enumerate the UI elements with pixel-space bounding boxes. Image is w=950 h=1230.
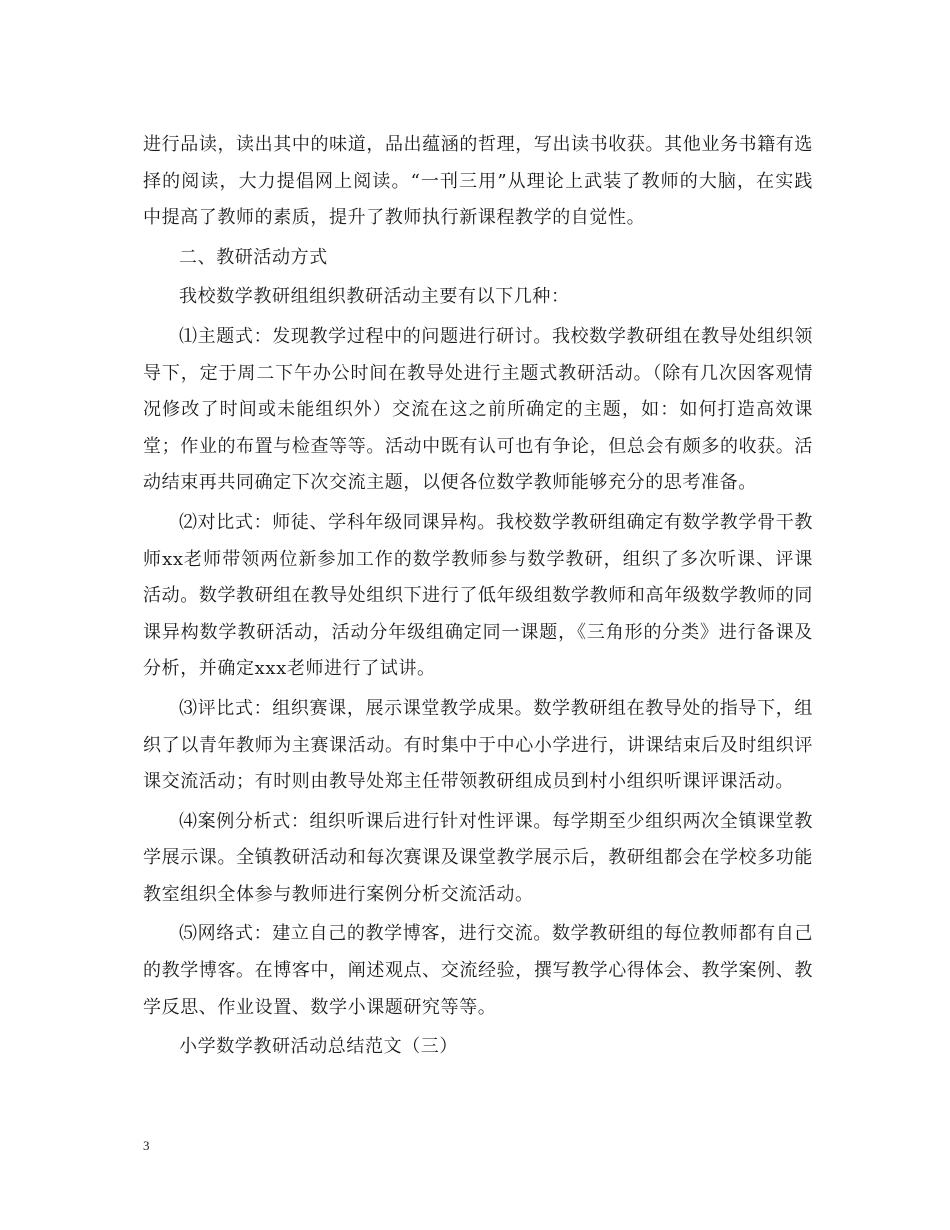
section-heading: 小学数学教研活动总结范文（三） [179, 1036, 458, 1058]
paragraph: ⑶评比式：组织赛课，展示课堂教学成果。数学教研组在教导处的指导下，组织了以青年教师为主赛课活动。有时集中于中心小学进行，讲课结束后及时组织评课交流活动；有时则由教导处郑主任带领教研组成员到村小组织听课评课活动。 [143, 697, 813, 793]
paragraph: 进行品读，读出其中的味道，品出蕴涵的哲理，写出读书收获。其他业务书籍有选择的阅读，大力提倡网上阅读。“一刊三用”从理论上武装了教师的大脑，在实践中提高了教师的素质，提升了教师执行新课程教学的自觉性。 [143, 134, 813, 229]
paragraph: ⑸网络式：建立自己的教学博客，进行交流。数学教研组的每位教师都有自己的教学博客。在博客中，阐述观点、交流经验，撰写教学心得体会、教学案例、教学反思、作业设置、数学小课题研究等等。 [143, 923, 813, 1018]
paragraph: ⑷案例分析式：组织听课后进行针对性评课。每学期至少组织两次全镇课堂教学展示课。全镇教研活动和每次赛课及课堂教学展示后，教研组都会在学校多功能教室组织全体参与教师进行案例分析交流活动。 [143, 810, 813, 905]
paragraph: ⑵对比式：师徒、学科年级同课异构。我校数学教研组确定有数学教学骨干教师xx老师带领两位新参加工作的数学教师参与数学教研，组织了多次听课、评课活动。数学教研组在教导处组织下进行了低年级组数学教师和高年级数学教师的同课异构数学教研活动，活动分年级组确定同一课题，《三角形的分类》进行备课及分析，并确定xxx老师进行了试讲。 [143, 511, 813, 680]
paragraph: 我校数学教研组组织教研活动主要有以下几种： [179, 286, 570, 308]
section-heading: 二、教研活动方式 [179, 246, 328, 268]
page-number: 3 [143, 1138, 150, 1153]
document-body [143, 127, 813, 1069]
paragraph: ⑴主题式：发现教学过程中的问题进行研讨。我校数学教研组在教导处组织领导下，定于周二下午办公时间在教导处进行主题式教研活动。（除有几次因客观情况修改了时间或未能组织外）交流在这之前所确定的主题，如：如何打造高效课堂；作业的布置与检查等等。活动中既有认可也有争论，但总会有颇多的收获。活动结束再共同确定下次交流主题，以便各位数学教师能够充分的思考准备。 [143, 325, 813, 494]
